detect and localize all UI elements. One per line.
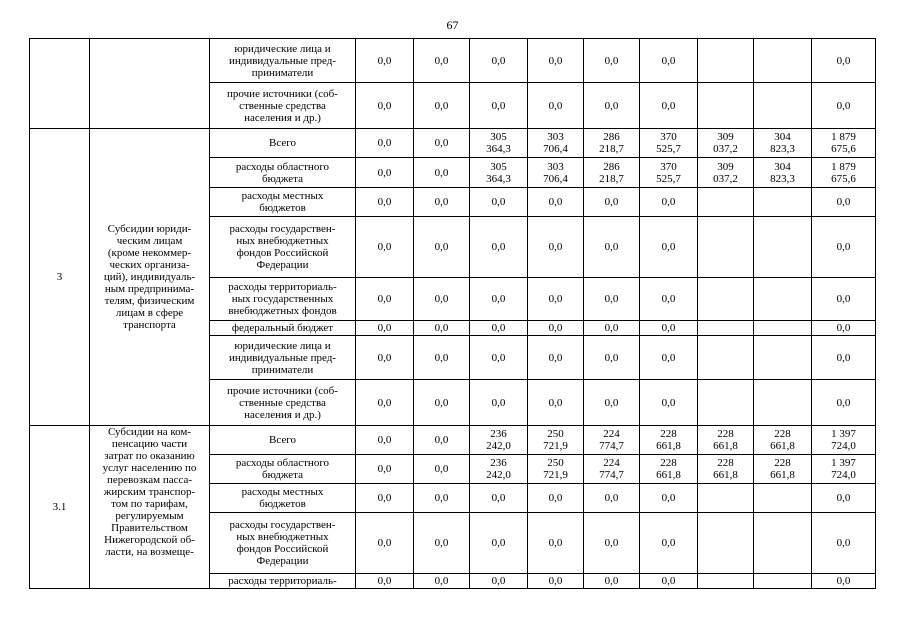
value-cell: 0,0 [584,321,640,336]
value-cell: 0,0 [640,83,698,129]
funding-source: прочие источники (соб- ственные средства населения и др.) [210,83,356,129]
value-cell: 0,0 [584,217,640,278]
value-cell: 303 706,4 [528,129,584,158]
row-index [30,39,90,129]
value-cell: 0,0 [470,83,528,129]
value-cell: 0,0 [812,83,876,129]
table-row [30,39,876,83]
value-cell: 0,0 [356,426,414,455]
value-cell: 0,0 [528,83,584,129]
value-cell: 0,0 [812,380,876,426]
value-cell: 0,0 [640,484,698,513]
row-index: 3 [30,129,90,426]
funding-source: расходы местных бюджетов [210,484,356,513]
value-cell: 0,0 [356,217,414,278]
value-cell: 0,0 [528,513,584,574]
value-cell: 0,0 [528,380,584,426]
value-cell: 0,0 [470,39,528,83]
value-cell [754,217,812,278]
value-cell: 0,0 [584,484,640,513]
value-cell: 228 661,8 [698,455,754,484]
value-cell: 0,0 [414,484,470,513]
value-cell [698,188,754,217]
value-cell: 309 037,2 [698,158,754,188]
value-cell: 236 242,0 [470,455,528,484]
value-cell: 0,0 [414,426,470,455]
value-cell: 304 823,3 [754,129,812,158]
value-cell: 304 823,3 [754,158,812,188]
value-cell: 224 774,7 [584,426,640,455]
value-cell: 0,0 [812,188,876,217]
page-number: 67 [446,18,459,32]
value-cell: 0,0 [414,455,470,484]
value-cell: 0,0 [528,574,584,589]
value-cell: 228 661,8 [640,426,698,455]
value-cell: 0,0 [414,380,470,426]
value-cell: 0,0 [812,513,876,574]
budget-table [29,38,876,589]
funding-source: расходы государствен- ных внебюджетных фондов Российской Федерации [210,513,356,574]
value-cell: 224 774,7 [584,455,640,484]
value-cell [698,484,754,513]
value-cell: 0,0 [470,484,528,513]
value-cell: 0,0 [812,39,876,83]
value-cell: 0,0 [414,158,470,188]
value-cell: 0,0 [584,278,640,321]
value-cell: 0,0 [640,39,698,83]
value-cell: 0,0 [640,188,698,217]
value-cell: 0,0 [414,513,470,574]
funding-source: федеральный бюджет [210,321,356,336]
value-cell: 1 397 724,0 [812,455,876,484]
value-cell: 0,0 [356,574,414,589]
value-cell: 0,0 [356,484,414,513]
value-cell: 0,0 [414,217,470,278]
value-cell: 0,0 [584,39,640,83]
value-cell: 0,0 [528,39,584,83]
value-cell: 1 879 675,6 [812,129,876,158]
funding-source: расходы территориаль- [210,574,356,589]
value-cell: 286 218,7 [584,129,640,158]
value-cell: 0,0 [812,336,876,380]
value-cell: 0,0 [470,321,528,336]
value-cell: 0,0 [528,484,584,513]
value-cell: 0,0 [414,83,470,129]
value-cell: 0,0 [528,188,584,217]
value-cell: 370 525,7 [640,129,698,158]
value-cell: 303 706,4 [528,158,584,188]
value-cell: 0,0 [640,574,698,589]
value-cell: 0,0 [584,188,640,217]
funding-source: юридические лица и индивидуальные пред- приниматели [210,39,356,83]
value-cell: 228 661,8 [698,426,754,455]
value-cell [698,39,754,83]
value-cell: 0,0 [470,513,528,574]
value-cell: 0,0 [470,380,528,426]
value-cell: 0,0 [584,380,640,426]
value-cell: 0,0 [640,321,698,336]
value-cell [754,278,812,321]
value-cell: 0,0 [584,574,640,589]
value-cell: 250 721,9 [528,426,584,455]
value-cell: 286 218,7 [584,158,640,188]
value-cell: 0,0 [470,217,528,278]
funding-source: расходы государствен- ных внебюджетных фондов Российской Федерации [210,217,356,278]
value-cell: 1 397 724,0 [812,426,876,455]
value-cell: 0,0 [528,336,584,380]
funding-source: юридические лица и индивидуальные пред- приниматели [210,336,356,380]
value-cell [754,83,812,129]
value-cell: 0,0 [584,513,640,574]
value-cell [754,188,812,217]
value-cell: 236 242,0 [470,426,528,455]
value-cell: 0,0 [812,574,876,589]
measure-name: Субсидии юриди- ческим лицам (кроме некоммер- ческих организа- ций), индивидуаль- ным предпринима- телям, физическим лицам в сфере транспорта [90,129,210,426]
value-cell [754,321,812,336]
value-cell: 0,0 [356,83,414,129]
value-cell [698,278,754,321]
value-cell: 0,0 [528,321,584,336]
value-cell: 0,0 [528,217,584,278]
value-cell: 0,0 [640,380,698,426]
value-cell: 0,0 [414,336,470,380]
value-cell: 305 364,3 [470,158,528,188]
value-cell: 0,0 [414,39,470,83]
value-cell: 0,0 [470,278,528,321]
value-cell: 0,0 [812,217,876,278]
value-cell: 0,0 [470,188,528,217]
value-cell: 0,0 [356,380,414,426]
value-cell: 370 525,7 [640,158,698,188]
value-cell: 228 661,8 [754,455,812,484]
value-cell: 0,0 [356,158,414,188]
value-cell [754,513,812,574]
value-cell [754,574,812,589]
value-cell: 1 879 675,6 [812,158,876,188]
value-cell: 0,0 [640,513,698,574]
value-cell: 0,0 [640,278,698,321]
funding-source: Всего [210,426,356,455]
value-cell [754,336,812,380]
measure-name: Субсидии на ком- пенсацию части затрат по оказанию услуг населению по перевозкам пасса- жирским транспор- том по тарифам, регулируемым Правительством Нижегородской об- ласти, на возмеще- [90,426,210,589]
value-cell: 0,0 [356,336,414,380]
value-cell: 0,0 [414,574,470,589]
value-cell [698,513,754,574]
funding-source: Всего [210,129,356,158]
measure-name [90,39,210,129]
value-cell [754,380,812,426]
value-cell: 0,0 [812,484,876,513]
value-cell: 0,0 [470,336,528,380]
value-cell: 0,0 [356,188,414,217]
value-cell: 0,0 [414,188,470,217]
value-cell: 309 037,2 [698,129,754,158]
value-cell: 0,0 [414,129,470,158]
value-cell [754,39,812,83]
funding-source: расходы областного бюджета [210,158,356,188]
value-cell: 305 364,3 [470,129,528,158]
value-cell: 228 661,8 [640,455,698,484]
value-cell: 0,0 [356,455,414,484]
value-cell: 0,0 [470,574,528,589]
table-row [30,426,876,455]
funding-source: расходы территориаль- ных государственных внебюджетных фондов [210,278,356,321]
value-cell [698,336,754,380]
value-cell: 0,0 [812,278,876,321]
value-cell: 0,0 [356,513,414,574]
value-cell: 0,0 [640,217,698,278]
value-cell: 0,0 [584,83,640,129]
funding-source: расходы местных бюджетов [210,188,356,217]
value-cell: 0,0 [528,278,584,321]
value-cell: 0,0 [356,278,414,321]
row-index: 3.1 [30,426,90,589]
funding-source: расходы областного бюджета [210,455,356,484]
value-cell: 0,0 [356,39,414,83]
value-cell: 0,0 [356,321,414,336]
value-cell [698,321,754,336]
value-cell: 250 721,9 [528,455,584,484]
value-cell [698,380,754,426]
table-row [30,129,876,158]
value-cell: 0,0 [640,336,698,380]
value-cell [698,217,754,278]
value-cell [698,83,754,129]
value-cell: 0,0 [414,278,470,321]
value-cell [698,574,754,589]
value-cell: 0,0 [414,321,470,336]
value-cell: 0,0 [812,321,876,336]
value-cell: 0,0 [356,129,414,158]
value-cell [754,484,812,513]
value-cell: 0,0 [584,336,640,380]
funding-source: прочие источники (соб- ственные средства населения и др.) [210,380,356,426]
value-cell: 228 661,8 [754,426,812,455]
